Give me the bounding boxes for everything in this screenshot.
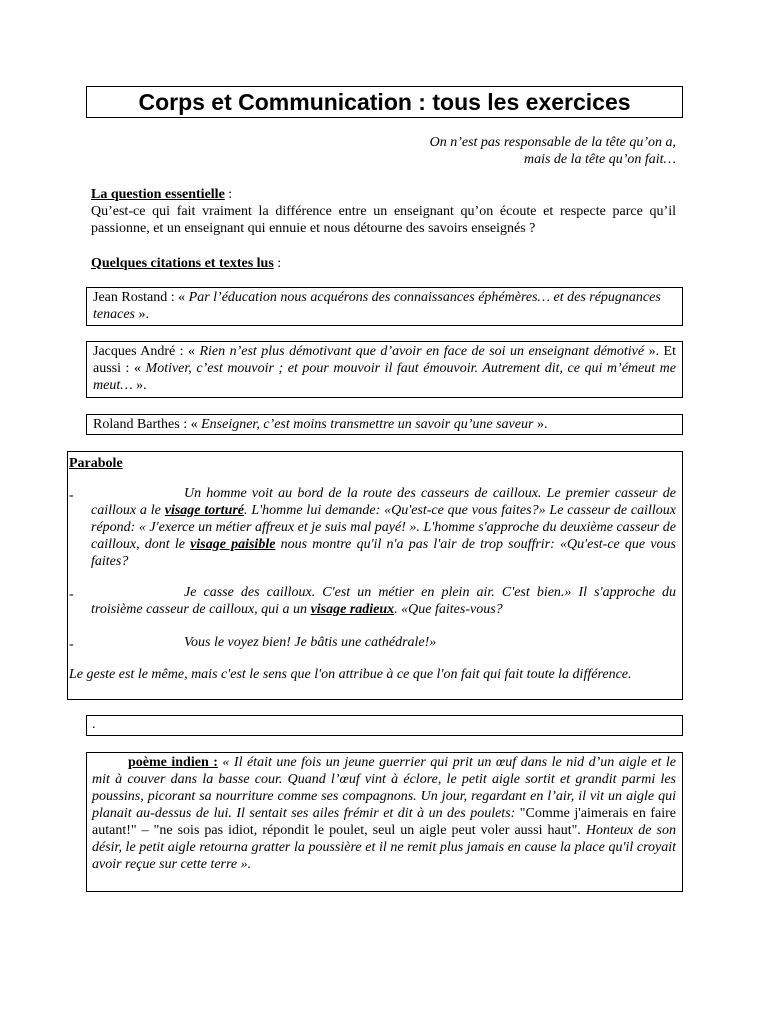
quote-rostand-author: Jean Rostand : « [93, 290, 189, 305]
quote-andre [86, 341, 683, 398]
parabole-box [67, 451, 683, 700]
question-heading-line [91, 186, 676, 203]
question-section [91, 186, 676, 237]
quote-rostand-end: ». [134, 307, 149, 322]
question-heading: La question essentielle [91, 187, 225, 202]
parabole-dash-3: - [69, 637, 74, 652]
epigraph-line-2: mais de la tête qu’on fait… [523, 152, 676, 167]
empty-box [86, 715, 683, 736]
poeme-indien-text [92, 754, 676, 873]
parabole-p2-c: . «Que faites-vous? [394, 602, 503, 617]
poeme-indien-box [86, 752, 683, 892]
empty-box-dot: . [92, 717, 96, 732]
citations-heading-line [91, 255, 281, 272]
poeme-indien-part-a: « Il était une fois un jeune guerrier qui prit un œuf dans le nid d’un aigle et le mit à couver dans la basse cour. Quand l’œuf vint à éclore, le petit aigle sortit et grandit parmi les poussins, picorant sa nourriture comme ses compagnons. Un jour, regardant en l’air, il vit un aigle qui planait au-dessus de lui. Il sentait ses ailes frémir et dit à un des poulets: [92, 755, 676, 821]
parabole-heading: Parabole [69, 456, 123, 471]
title-box [86, 86, 683, 118]
quote-andre-mid: ». Et aussi : « [93, 344, 676, 376]
quote-barthes-end: ». [533, 417, 548, 432]
parabole-p1-a: Un homme voit au bord de la route des casseurs de cailloux. Le premier casseur de cailloux a le [91, 486, 676, 518]
question-text: Qu’est-ce qui fait vraiment la différence entre un enseignant qu’on écoute et respecte parce qu’il passionne, et un enseignant qui ennuie et nous détourne des savoirs enseignés ? [91, 204, 676, 236]
parabole-paragraph-1 [91, 485, 676, 570]
citations-heading: Quelques citations et textes lus [91, 256, 274, 271]
parabole-visage-paisible: visage paisible [190, 537, 276, 552]
quote-rostand [86, 287, 683, 326]
question-heading-colon: : [224, 187, 233, 202]
quote-barthes-text: Enseigner, c’est moins transmettre un savoir qu’une saveur [201, 417, 534, 432]
quote-barthes [86, 414, 683, 435]
citations-heading-colon: : [273, 256, 282, 271]
poeme-indien-heading: poème indien : [128, 755, 218, 770]
parabole-visage-radieux: visage radieux [310, 602, 395, 617]
parabole-dash-2: - [69, 587, 74, 602]
epigraph [430, 134, 676, 168]
quote-andre-text-2: Motiver, c’est mouvoir ; et pour mouvoir il faut émouvoir. Autrement dit, ce qui m’émeut me meut… [93, 361, 677, 393]
parabole-conclusion: Le geste est le même, mais c'est le sens que l'on attribue à ce que l'on fait qui fait toute la différence. [69, 667, 632, 682]
quote-barthes-author: Roland Barthes : « [93, 417, 202, 432]
quote-andre-end: ». [132, 378, 147, 393]
parabole-visage-torture: visage torturé [164, 503, 245, 518]
parabole-p2-a: Je casse des cailloux. C'est un métier en plein air. C'est bien.» Il s'approche du troisième casseur de cailloux, qui a un [91, 585, 676, 617]
parabole-dash-1: - [69, 488, 74, 503]
poeme-indien-part-c: Honteux de son désir, le petit aigle retourna gratter la poussière et il ne remit plus jamais en cause la place qu'il croyait avoir reçue sur cette terre ». [92, 823, 676, 872]
quote-andre-author: Jacques André : « [93, 344, 200, 359]
poeme-indien-part-b: "Comme j'aimerais en faire autant!" – "ne sois pas idiot, répondit le poulet, seul un aigle peut voler aussi haut". [92, 806, 676, 838]
parabole-paragraph-3: Vous le voyez bien! Je bâtis une cathédrale!» [184, 635, 437, 650]
quote-rostand-text: Par l’éducation nous acquérons des connaissances éphémères… et des répugnances tenaces [93, 290, 661, 322]
parabole-p1-c: . L'homme lui demande: «Qu'est-ce que vous faites?» Le casseur de cailloux répond: « J'exerce un métier affreux et je suis mal payé! ». L'homme s'approche du deuxième casseur de cailloux, dont le [91, 503, 677, 552]
parabole-p1-e: nous montre qu'il n'a pas l'air de trop souffrir: «Qu'est-ce que vous faites? [91, 537, 676, 569]
parabole-paragraph-2 [91, 584, 676, 618]
epigraph-line-1: On n’est pas responsable de la tête qu’on a, [429, 135, 676, 150]
page-title: Corps et Communication : tous les exercices [138, 89, 631, 115]
quote-andre-text-1: Rien n’est plus démotivant que d’avoir en face de soi un enseignant démotivé [199, 344, 645, 359]
